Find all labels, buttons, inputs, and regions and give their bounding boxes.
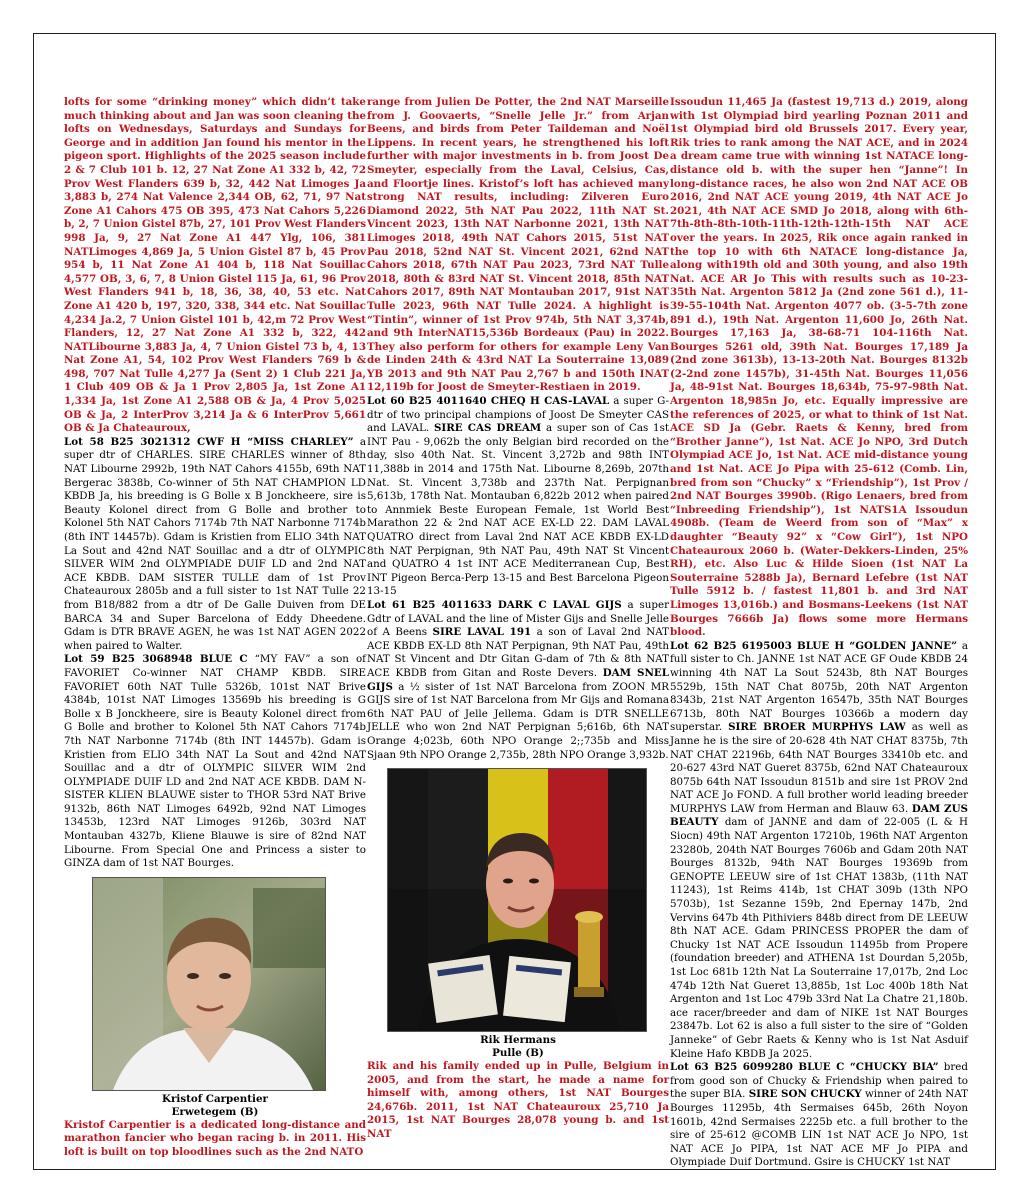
portrait-image <box>388 769 646 1031</box>
outro-text: Kristof Carpentier is a dedicated long-distance and marathon fancier who began racing b. in 2011. His loft is built on top bloodlines such as the 2nd NATO <box>64 1118 366 1159</box>
lot-60-body: a super G-dtr of two principal champions of Joost De Smeyter CAS and LAVAL. <box>367 395 669 435</box>
column-middle <box>367 96 669 1161</box>
lot-60-body-2: a super son of Cas 1st INT Pau - 9,062b the only Belgian bird recorded on the day, slso 40th Nat. St. Vincent 3,272b and 98th INT 11,388b in 2014 and 175th Nat. Libourne 8,269b, 207th Nat. St. Vincent 3,738b and 237th Nat. Perpignan 5,613b, 178th Nat. Montauban 6,822b 2012 when paired to Annmiek Beste European Female, 1st World Best Marathon 22 & 2nd NAT ACE EX-LD 22. DAM LAVAL QUATRO direct from Laval 2nd NAT ACE KBDB EX-LD 8th NAT Perpignan, 9th NAT Pau, 49th NAT St Vincent and QUATRO 4 1st INT ACE Mediterranean Cup, Best INT Pigeon Berca-Perp 13-15 and Best Barcelona Pigeon 13-15 <box>367 422 670 598</box>
lot-58-body: a super dtr of CHARLES. SIRE CHARLES winner of 8th NAT Libourne 2992b, 19th NAT Cahors 4155b, 69th NAT Bergerac 3838b, Co-winner of 5th NAT CHAMPION LD KBDB Ja, his breeding is G Bolle x B Jonckheere, sire is Beauty Kolonel direct from G Bolle and brother to Kolonel 5th NAT Cahors 7174b 7th NAT Narbonne 7174b (8th INT 14457b). Gdam is Kristien from ELIO 34th NAT La Sout and 42nd NAT Souillac and a dtr of OLYMPIC SILVER WIM 2nd OLYMPIADE DUIF LD and 2nd NAT ACE KBDB. DAM SISTER TULLE dam of 1st Prov Chateauroux 2805b and a full sister to 1st NAT Tulle 22 from B18/882 from a dtr of De Galle Duiven from DE BARCA 34 and Super Barcelona of Eddy Dheedene. Gdam is DTR BRAVE AGEN, he was 1st NAT AGEN 2022 when paired to Walter. <box>64 435 366 652</box>
lot-61-entry <box>367 599 669 762</box>
lot-63-body: bred from good son of Chucky & Friendship when paired to the super BIA. <box>670 1061 968 1101</box>
lot-60-sire: SIRE CAS DREAM <box>434 422 542 435</box>
lot-59-entry <box>64 653 366 871</box>
caption-name: Rik Hermans <box>480 1034 556 1047</box>
lot-63-sire: SIRE SON CHUCKY <box>748 1088 862 1101</box>
lot-63-entry <box>670 1061 968 1170</box>
lot-60-heading: Lot 60 B25 4011640 CHEQ H CAS-LAVAL <box>367 395 610 408</box>
photo-caption-rik <box>367 1034 669 1060</box>
caption-place: Erwetegem (B) <box>171 1105 259 1118</box>
lot-63-body-2: winner of 24th NAT Bourges 11295b, 4th Sermaises 645b, 26th Noyon 1601b, 42nd Sermaises 2225b etc. a full brother to the sire of 25-612 @COMB LIN 1st NAT ACE Jo NPO, 1st NAT ACE Jo PIPA, 1st NAT ACE MF Jo PIPA and Olympiade Duif Dortmund. Gsire is CHUCKY 1st NAT <box>670 1088 968 1169</box>
lot-62-entry <box>670 640 968 1061</box>
intro-text: lofts for some “drinking money” which didn’t take much thinking about and Jan was soon cleaning the lofts on Wednesdays, Saturdays and Sundays for George and in addition Jan found his mentor in the pigeon sport. Highlights of the 2025 season include 2 & 7 Club 101 b. 12, 27 Nat Zone A1 332 b, 42, 72 Prov West Flanders 639 b, 32, 442 Nat Limoges Ja 3,883 b, 274 Nat Valence 2,344 OB, 62, 71, 97 Nat Zone A1 Cahors 475 OB 395, 473 Nat Cahors 5,226 b, 2, 7 Union Gistel 87b, 27, 101 Prov West Flanders 998 Ja, 9, 27 Nat Zone A1 447 Ylg, 106, 381 NATLimoges 4,869 Ja, 5 Union Gistel 87 b, 45 Prov 954 b, 11 Nat Zone A1 404 b, 118 Nat Souillac 4,577 OB, 3, 6, 7, 8 Union Gistel 115 Ja, 61, 96 Prov West Flanders 941 b, 18, 36, 38, 40, 53 etc. Nat Zone A1 420 b, 197, 320, 338, 344 etc. Nat Souillac 4,234 Ja.2, 7 Union Gistel 101 b, 42,m 72 Prov West Flanders, 12, 27 Nat Zone A1 332 b, 322, 442 NATLibourne 3,883 Ja, 4, 7 Union Gistel 73 b, 4, 13 Nat Zone A1, 54, 102 Prov West Flanders 769 b & 498, 707 Nat Tulle 4,277 Ja (Sent 2) 1 Club 221 Ja, 1 Club 409 OB & Ja 1 Prov 2,805 Ja, 1st Zone A1 1,334 Ja, 1st Zone A1 2,588 OB & Ja, 4 Prov 5,025 OB & Ja, 2 InterProv 3,214 Ja & 6 InterProv 5,661 OB & Ja Chateauroux, <box>64 96 366 435</box>
column-left <box>64 96 366 1161</box>
caption-name: Kristof Carpentier <box>162 1092 268 1105</box>
lot-61-heading: Lot 61 B25 4011633 DARK C LAVAL GIJS <box>367 598 622 611</box>
intro-text: range from Julien De Potter, the 2nd NAT Marseille from J. Goovaerts, “Snelle Jelle Jr.” from Arjan Beens, and birds from Peter Taildeman and Noël Lippens. In recent years, he strengthened his loft further with major investments in b. from Joost De Smeyter, especially from the Laval, Celsius, Cas, and Floortje lines. Kristof’s loft has achieved many strong NAT results, including: Zilveren Euro Diamond 2022, 5th NAT Pau 2022, 11th NAT St. Vincent 2023, 13th NAT Narbonne 2021, 13th NAT Limoges 2018, 49th NAT Cahors 2015, 51st NAT Pau 2018, 52nd NAT St. Vincent 2021, 62nd NAT Cahors 2018, 67th NAT Pau 2023, 73rd NAT Tulle 2018, 80th & 83rd NAT St. Vincent 2018, 85th NAT Cahors 2017, 89th NAT Montauban 2017, 91st NAT Tulle 2023, 96th NAT Tulle 2024. A highlight is “Tintin”, winner of 1st Prov 974b, 5th NAT 3,374b, and 9th InterNAT15,536b Bordeaux (Pau) in 2022. They also perform for others for example Leny Van de Linden 24th & 43rd NAT La Souterraine 13,089 YB 2013 and 9th NAT Pau 2,767 b and 150th INAT 12,119b for Joost de Smeyter-Restiaen in 2019. <box>367 96 669 394</box>
lot-61-dam: DAM SNEL GIJS <box>367 666 669 693</box>
lot-63-heading: Lot 63 B25 6099280 BLUE C “CHUCKY BIA” <box>670 1061 939 1074</box>
column-right <box>670 96 968 1169</box>
lot-60-entry <box>367 395 669 599</box>
lot-62-body-3: dam of JANNE and dam of 22-005 (L & H Siocn) 49th NAT Argenton 17210b, 196th NAT Argenton 23280b, 204th NAT Bourges 7606b and Gdam 20th NAT Bourges 8132b, 94th NAT Bourges 19369b from GENOPTE LEEUW sire of 1st CHAT 1383b, (11th NAT 11243), 1st Reims 414b, 1st CHAT 309b (13th NPO 5703b), 1st Sezanne 159b, 2nd Epernay 147b, 2nd Vervins 647b 4th Pithiviers 848b direct from DE LEEUW 8th NAT ACE. Gdam PRINCESS PROPER the dam of Chucky 1st NAT ACE Issoudun 11495b from Propere (foundation breeder) and ATHENA 1st Dourdan 5,205b, 1st Loc 681b 12th Nat La Souterraine 17,017b, 2nd Loc 474b 12th Nat Gueret 13,885b, 1st Loc 400b 18th Nat Argenton and 1st Loc 479b 33rd Nat La Chatre 21,180b. ace racer/breeder and dam of NIKE 1st NAT Bourges 23847b. Lot 62 is also a full sister to the sire of “Golden Janneke” of Gebr Raets & Kenny who is 1st Nat Asduif Kleine Hafo KBDB Ja 2025. <box>670 816 968 1060</box>
lot-59-heading: Lot 59 B25 3068948 BLUE C <box>64 653 248 666</box>
lot-61-sire: SIRE LAVAL 191 <box>432 626 532 639</box>
lot-62-body-2: as well as Janne he is the sire of 20-628 4th NAT CHAT 8375b, 7th NAT CHAT 22196b, 64th NAT Bourges 33410b etc. and 20-627 43rd NAT Gueret 8375b, 62nd NAT Chateauroux 8075b 64th NAT Issoudun 8151b and sire 1st PROV 2nd NAT ACE Jo FOND. A full brother world leading breeder MURPHYS LAW from Herman and Blauw 63. <box>670 721 968 815</box>
photo-caption-kristof <box>64 1093 366 1119</box>
lot-62-dam: DAM ZUS BEAUTY <box>670 802 968 829</box>
lot-62-heading: Lot 62 B25 6195003 BLUE H “GOLDEN JANNE” <box>670 639 957 652</box>
lot-59-body: “MY FAV” a son of FAVORIET Co-winner NAT CHAMP KBDB. SIRE FAVORIET 60th NAT Tulle 5326b, 101st NAT Brive 4384b, 101st NAT Limoges 13569b his breeding is G Bolle x B Jonckheere, sire is Beauty Kolonel direct from G Bolle and brother to Kolonel 5th NAT Cahors 7174b 7th NAT Narbonne 7174b (8th INT 14457b). Gdam is Kristien from ELIO 34th NAT La Sout and 42nd NAT Souillac and a dtr of OLYMPIC SILVER WIM 2nd OLYMPIADE DUIF LD and 2nd NAT ACE KBDB. DAM N-SISTER KLIEN BLAUWE sister to THOR 53rd NAT Brive 9132b, 86th NAT Limoges 6492b, 92nd NAT Limoges 13453b, 123rd NAT Limoges 9126b, 303rd NAT Montauban 4327b, Kliene Blauwe is sire of 82nd NAT Libourne. From Special One and Princess a sister to GINZA dam of 1st NAT Bourges. <box>64 653 366 870</box>
lot-62-body: a full sister to Ch. JANNE 1st NAT ACE GF Oude KBDB 24 winning 4th NAT La Sout 5243b, 8th NAT Bourges 5529b, 15th NAT Chat 8075b, 20th NAT Argenton 8343b, 21st NAT Argenton 16547b, 35th NAT Bourges 6713b, 80th NAT Bourges 10366b a modern day superstar. <box>670 639 968 734</box>
outro-text: Rik and his family ended up in Pulle, Belgium in 2005, and from the start, he made a name for himself with, among others, 1st NAT Bourges 24,676b. 2011, 1st NAT Chateauroux 25,710 Ja 2015, 1st NAT Bourges 28,078 young b. and 1st NAT <box>367 1060 669 1141</box>
lot-61-body-3: a ½ sister of 1st NAT Barcelona from ZOON MR GIJS sire of 1st NAT Barcelona from Mr Gijs and Romana 6th NAT PAU of Jelle Jellema. Gdam is DTR SNELLE JELLE who won 2nd NAT Perpignan 5;616b, 6th NAT Orange 4;023b, 60th NPO Orange 2;;735b and Miss Sjaan 9th NPO Orange 2,735b, 28th NPO Orange 3,932b. <box>367 680 669 761</box>
portrait-image <box>93 878 325 1090</box>
lot-61-body: a super Gdtr of LAVAL and the line of Mister Gijs and Snelle Jelle of A Beens <box>367 598 669 639</box>
lot-62-sire: SIRE BROER MURPHYS LAW <box>728 721 906 734</box>
photo-rik-hermans <box>387 768 647 1032</box>
intro-text: Issoudun 11,465 Ja (fastest 19,713 d.) 2019, along with 1st Olympiad bird yearling Poznan 2011 and 1st Olympiad bird old Brussels 2017. Every year, Rik tries to rank among the NAT ACE, and in 2024 a dream came true with winning 1st NATACE long-distance old b. with the super hen “Janne”! In long-distance races, he also won 2nd NAT ACE OB 2016, 2nd NAT ACE young 2019, 4th NAT ACE Jo 2021, 4th NAT ACE SMD Jo 2018, along with 6th-7th-8th-8th-10th-11th-12th-12th-15th NAT ACE over the years. In 2025, Rik once again ranked in the top 10 with 6th NATACE long-distance Ja, along with19th old and 30th young, and also 19th Nat. ACE AR Jo This with results such as 10-23-35th Nat. Argenton 5812 Ja (2nd zone 561 d.), 11-39-55-104th Nat. Argenton 4077 ob. (3-5-7th zone 891 d.), 19th Nat. Argenton 11,600 Jo, 26th Nat. Bourges 17,163 Ja, 38-68-71 104-116th Nat. Bourges 5261 old, 39th Nat. Bourges 17,189 Ja (2nd zone 3613b), 13-13-20th Nat. Bourges 8132b (2-2nd zone 1457b), 31-45th Nat. Bourges 11,056 Ja, 48-91st Nat. Bourges 18,634b, 75-97-98th Nat. Argenton 18,985n Jo, etc. Equally impressive are the references of 2025, or what to think of 1st Nat. ACE SD Ja (Gebr. Raets & Kenny, bred from “Brother Janne”), 1st Nat. ACE Jo NPO, 3rd Dutch Olympiad ACE Jo, 1st Nat. ACE mid-distance young and 1st Nat. ACE Jo Pipa with 25-612 (Comb. Lin, bred from son “Chucky” x “Friendship”), 1st Prov / 2nd NAT Bourges 3990b. (Rigo Lenaers, bred from “Inbreeding Friendship”), 1st NATS1A Issoudun 4908b. (Team de Weerd from son of “Max” x daughter “Beauty 92” x “Cow Girl”), 1st NPO Chateauroux 2060 b. (Water-Dekkers-Linden, 25% RH), etc. Also Luc & Hilde Sioen (1st NAT La Souterraine 5288b Ja), Bernard Lefebre (1st NAT Tulle 5912 b. / fastest 11,801 b. and 3rd NAT Limoges 13,016b.) and Bosmans-Leekens (1st NAT Bourges 7666b Ja) flows some more Hermans blood. <box>670 96 968 639</box>
caption-place: Pulle (B) <box>492 1047 544 1060</box>
lot-58-heading: Lot 58 B25 3021312 CWF H “MISS CHARLEY” <box>64 435 354 448</box>
lot-58-entry <box>64 436 366 654</box>
photo-kristof-carpentier <box>92 877 326 1091</box>
lot-61-body-2: a son of Laval 2nd NAT ACE KBDB EX-LD 8th NAT Perpignan, 9th NAT Pau, 49th NAT St Vincent and Dtr Gitan G-dam of 7th & 8th NAT ACE KBDB from Gitan and Roste Devers. <box>367 626 669 679</box>
magazine-page <box>33 33 996 1170</box>
